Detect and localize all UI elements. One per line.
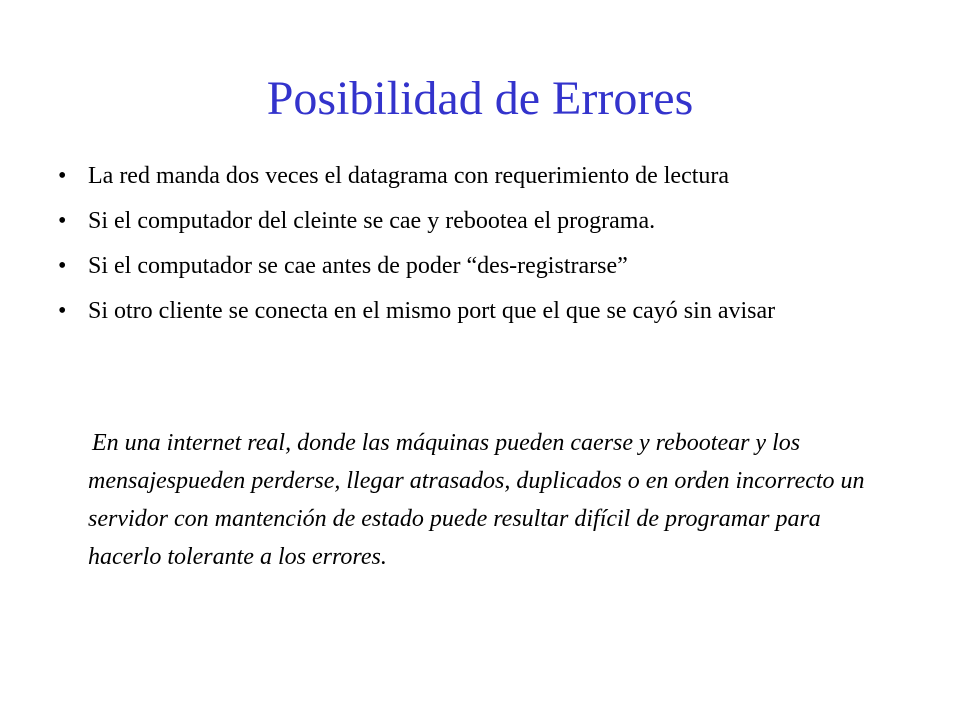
bullet-icon: • xyxy=(58,253,67,279)
bullet-icon: • xyxy=(58,208,67,234)
bullet-item xyxy=(58,295,898,327)
italic-note: En una internet real, donde las máquinas pueden caerse y rebootear y los mensajespueden perderse, llegar atrasados, duplicados o en orden incorrecto un servidor con mantención de estado puede resultar difícil de programar para hacerlo tolerante a los errores. xyxy=(88,430,865,570)
bullet-item xyxy=(58,205,898,237)
bullet-text: La red manda dos veces el datagrama con requerimiento de lectura xyxy=(88,163,730,189)
bullet-icon: • xyxy=(58,163,67,189)
bullet-list xyxy=(58,160,898,340)
bullet-item xyxy=(58,250,898,282)
bullet-text: Si el computador se cae antes de poder “des-registrarse” xyxy=(88,253,628,279)
slide-title: Posibilidad de Errores xyxy=(266,72,694,125)
bullet-icon: • xyxy=(58,298,67,324)
bullet-text: Si otro cliente se conecta en el mismo port que el que se cayó sin avisar xyxy=(88,298,776,324)
bullet-text: Si el computador del cleinte se cae y rebootea el programa. xyxy=(88,208,656,234)
bullet-item xyxy=(58,160,898,192)
